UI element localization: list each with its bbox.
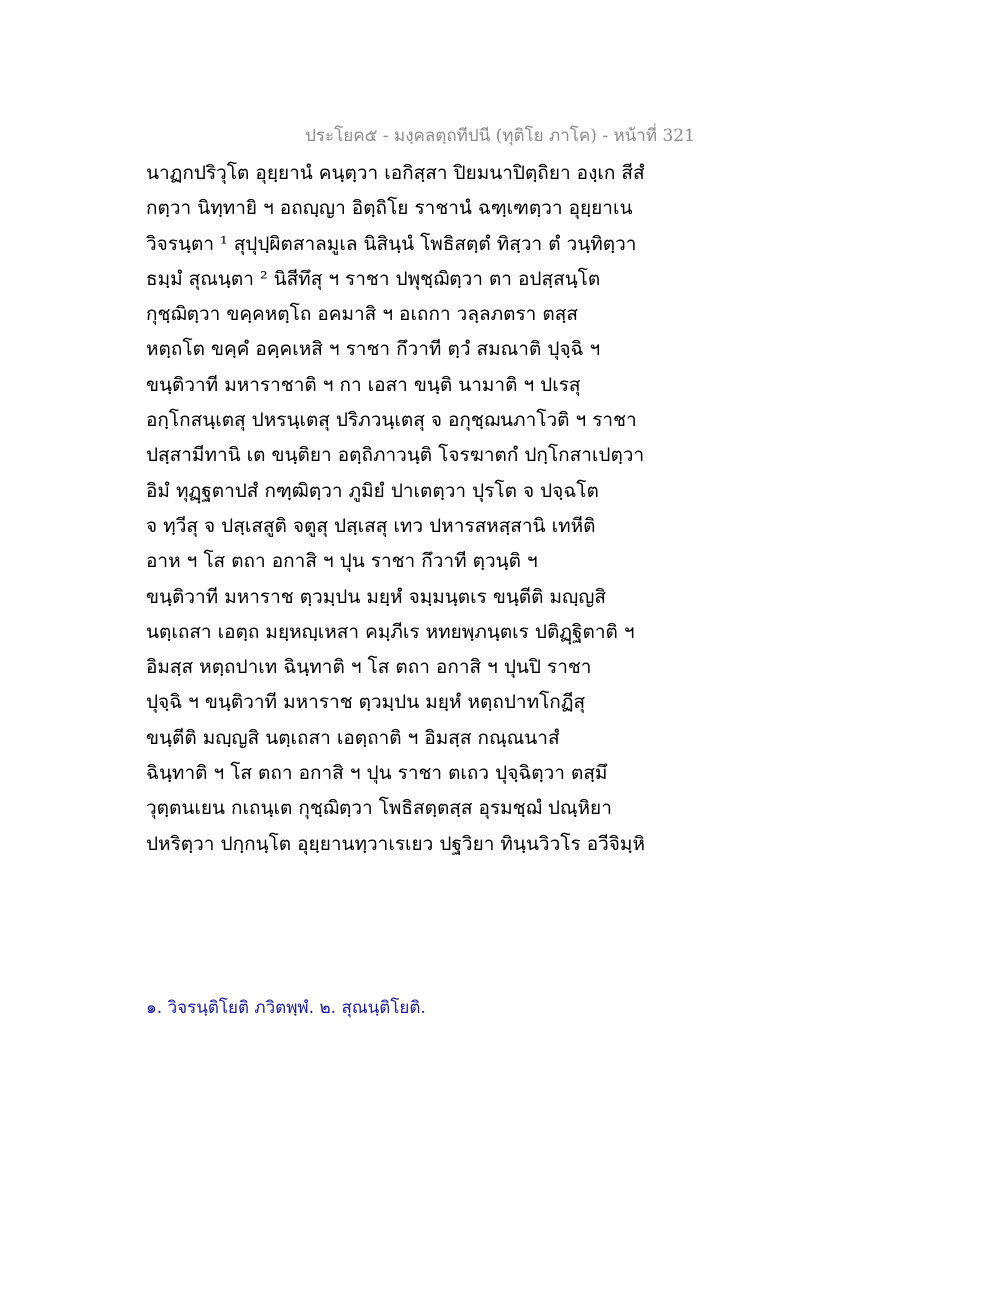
text-line: ขนฺติวาที มหาราชาติ ฯ กา เอสา ขนฺติ นามาติ ฯ ปเรสุ [146,373,581,396]
text-line: กตฺวา นิทฺทายิ ฯ อถญฺญา อิตฺถิโย ราชานํ ฉฑฺเฑตฺวา อุยฺยาเน [146,197,633,220]
text-line: อกฺโกสนฺเตสุ ปหรนฺเตสุ ปริภวนฺเตสุ จ อกุชฺฌนภาโวติ ฯ ราชา [146,409,637,432]
text-line: วุตฺตนเยน กเถนฺเต กุชฺฌิตฺวา โพธิสตฺตสฺส อุรมชฺฌํ ปณฺหิยา [146,797,612,820]
text-line: ธมฺมํ สุณนฺตา ² นิสีทึสุ ฯ ราชา ปพุชฺฌิตฺวา ตา อปสฺสนฺโต [146,267,601,290]
text-line: ปหริตฺวา ปกฺกนฺโต อุยฺยานทฺวาเรเยว ปฐวิยา ทินฺนวิวโร อวีจิมฺหิ [146,832,645,855]
text-line: นตฺเถสา เอตฺถ มยฺหญฺเหสา คมฺภีเร หทยพฺภนฺตเร ปติฏฺฐิตาติ ฯ [146,620,635,643]
text-line: อาห ฯ โส ตถา อกาสิ ฯ ปุน ราชา กึวาที ตฺวนฺติ ฯ [146,550,538,573]
body-text [146,156,706,862]
text-line: ฉินฺทาติ ฯ โส ตถา อกาสิ ฯ ปุน ราชา ตเถว ปุจฺฉิตฺวา ตสฺมึ [146,762,608,785]
text-line: กุชฺฌิตฺวา ขคฺคหตฺโถ อคมาสิ ฯ อเถกา วลฺลภตรา ตสฺส [146,303,578,326]
text-line: ปสฺสามีทานิ เต ขนฺติยา อตฺถิภาวนฺติ โจรฆาตกํ ปกฺโกสาเปตฺวา [146,444,645,467]
page-header: ประโยค๕ - มงฺคลตฺถทีปนี (ทุติโย ภาโค) - หน้าที่ 321 [305,126,695,146]
text-line: ปุจฺฉิ ฯ ขนฺติวาที มหาราช ตฺวมฺปน มยฺหํ หตฺถปาทโกฏีสุ [146,691,586,714]
text-line: ขนฺตีติ มญฺญสิ นตฺเถสา เอตฺถาติ ฯ อิมสฺส กณฺณนาสํ [146,726,560,749]
text-line: อิมสฺส หตฺถปาเท ฉินฺทาติ ฯ โส ตถา อกาสิ ฯ ปุนปิ ราชา [146,656,592,679]
text-line: วิจรนฺตา ¹ สุปุปฺผิตสาลมูเล นิสินฺนํ โพธิสตฺตํ ทิสฺวา ตํ วนฺทิตฺวา [146,232,637,255]
text-line: นาฏกปริวุโต อุยฺยานํ คนฺตฺวา เอกิสฺสา ปิยมนาปิตฺถิยา องฺเก สีสํ [146,162,645,184]
text-line: ขนฺติวาที มหาราช ตฺวมฺปน มยฺหํ จมฺมนฺตเร ขนฺตีติ มญฺญสิ [146,585,607,608]
text-line: อิมํ ทุฏฺฐตาปสํ กฑฺฒิตฺวา ภูมิยํ ปาเตตฺวา ปุรโต จ ปจฺฉโต [146,479,599,502]
footnote: ๑. วิจรนฺติโยติ ภวิตพฺพํ. ๒. สุณนฺติโยติ. [146,998,426,1018]
text-line: หตฺถโต ขคฺคํ อคฺคเหสิ ฯ ราชา กึวาที ตฺวํ สมณาติ ปุจฺฉิ ฯ [146,338,601,361]
text-line: จ ทฺวีสุ จ ปสฺเสสูติ จตูสุ ปสฺเสสุ เทว ปหารสหสฺสานิ เทหีติ [146,514,596,537]
